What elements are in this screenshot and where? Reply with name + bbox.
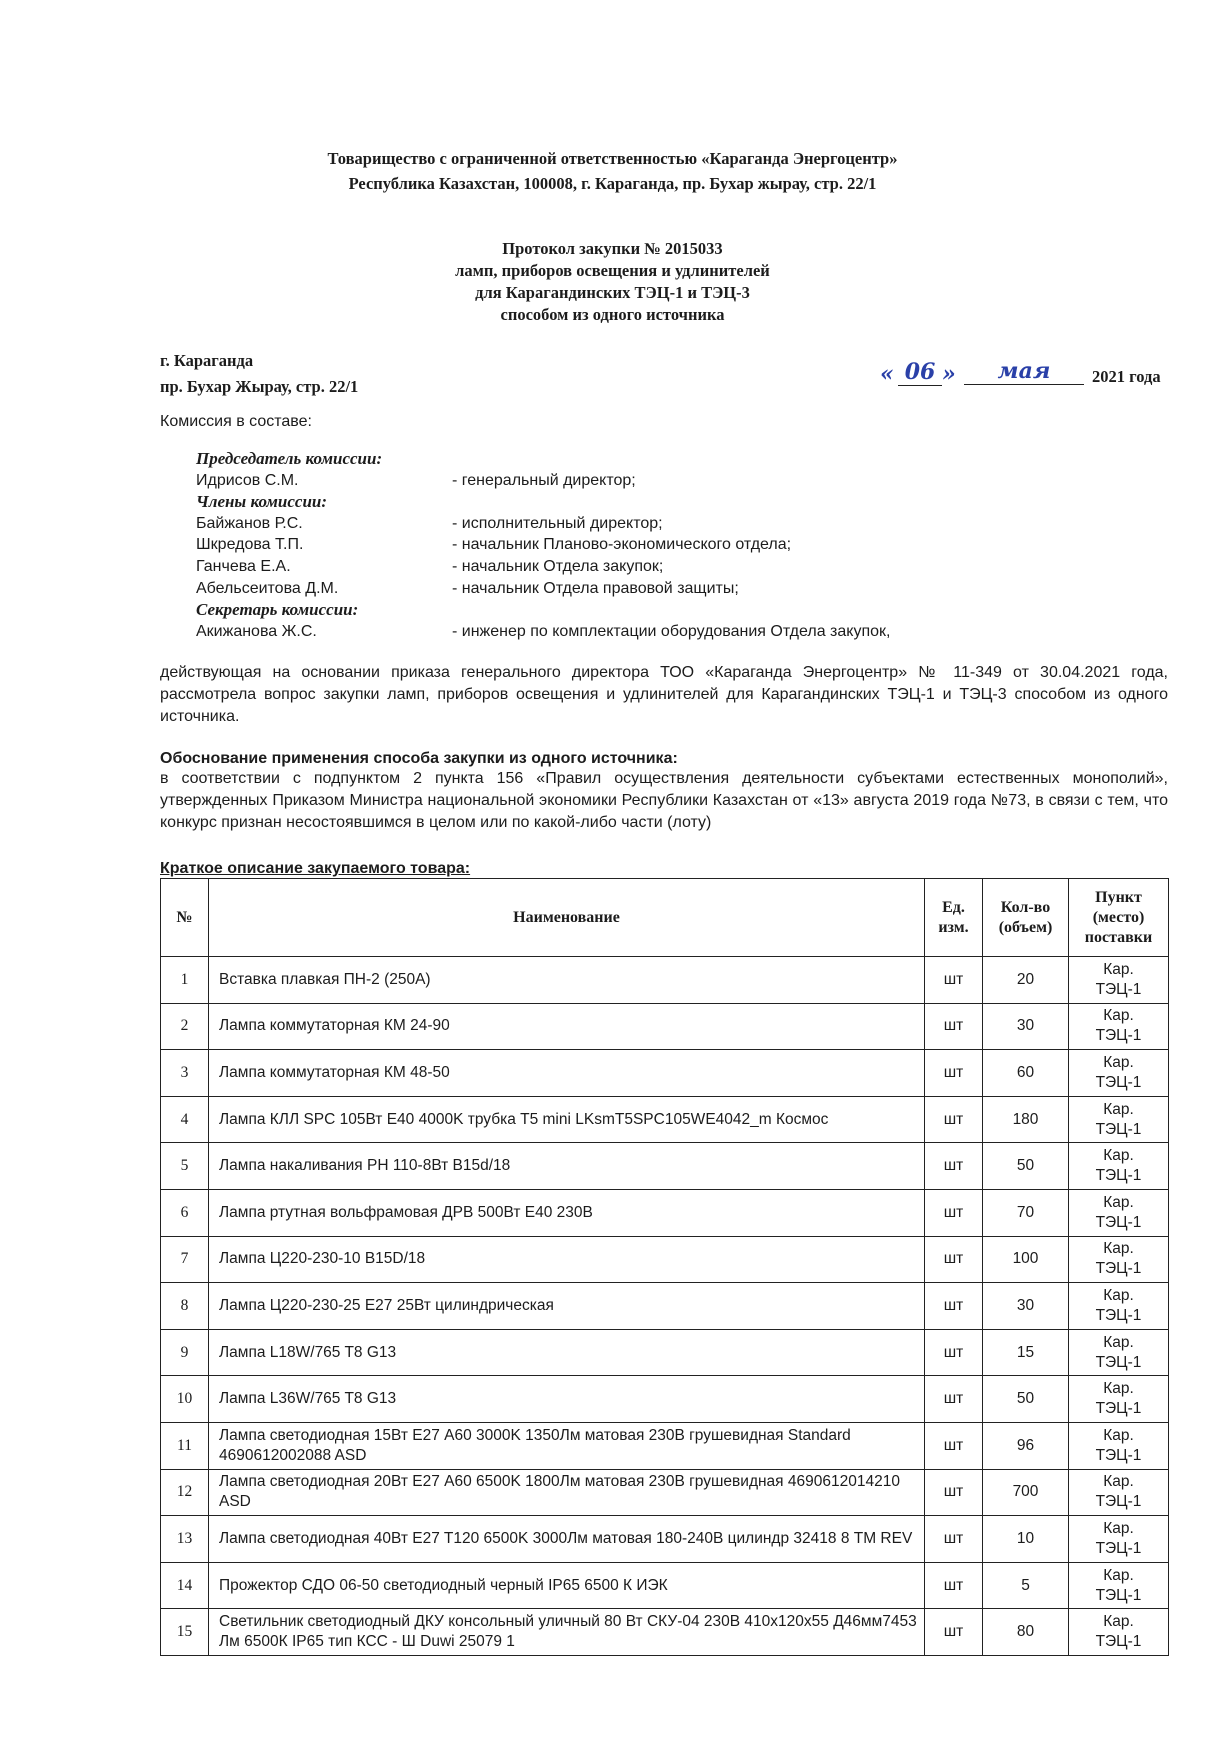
row-unit-cell: шт [925,1609,983,1656]
row-qty-cell: 70 [983,1189,1069,1236]
row-qty-cell: 80 [983,1609,1069,1656]
col-place-header-line: поставки [1084,928,1153,946]
row-unit-cell: шт [925,1469,983,1516]
row-place-cell [1069,1050,1169,1097]
row-qty-cell: 180 [983,1096,1069,1143]
table-row [161,1562,1169,1609]
member-role: - начальник Отдела правовой защиты; [452,579,739,597]
row-unit-cell: шт [925,1516,983,1563]
row-num-cell: 10 [161,1376,209,1423]
table-row [161,1516,1169,1563]
protocol-number: Протокол закупки № 2015033 [502,239,723,258]
row-place-line: Кар. [1103,1053,1134,1071]
member-row [196,513,1096,535]
row-num-cell: 6 [161,1189,209,1236]
row-place-line: ТЭЦ-1 [1095,1353,1142,1371]
secretary-row [196,621,1096,643]
row-qty-cell: 30 [983,1283,1069,1330]
row-place-line: Кар. [1103,1240,1134,1258]
date-month: мая [964,358,1084,385]
row-place-line: Кар. [1103,1286,1134,1304]
chair-role: - генеральный директор; [452,471,636,489]
row-place-cell [1069,1096,1169,1143]
row-num-cell: 9 [161,1329,209,1376]
row-qty-cell: 10 [983,1516,1069,1563]
row-name-cell: Лампа ртутная вольфрамовая ДРВ 500Вт Е40 230В [209,1189,925,1236]
col-unit-header-line: изм. [938,918,969,936]
row-name-cell: Прожектор СДО 06-50 светодиодный черный IP65 6500 К ИЭК [209,1562,925,1609]
row-name-cell: Лампа коммутаторная КМ 24-90 [209,1003,925,1050]
row-place-line: ТЭЦ-1 [1095,1073,1142,1091]
col-num-header: № [161,879,209,957]
chair-label: Председатель комиссии: [196,449,383,468]
date-open-quote: « [880,361,894,387]
chair-name: Идрисов С.М. [196,471,299,489]
row-place-line: ТЭЦ-1 [1095,1120,1142,1138]
goods-heading: Краткое описание закупаемого товара: [160,860,471,877]
justification-text: в соответствии с подпунктом 2 пункта 156 «Правил осуществления деятельности субъектами естественных монополий», утвержденных Приказом Министра национальной экономики Республики Казахстан от «13» августа 2019 года №73, в связи с тем, что конкурс признан несостоявшимся в целом или по какой-либо части (лоту) [160,770,1168,831]
row-place-cell [1069,1516,1169,1563]
row-num-cell: 12 [161,1469,209,1516]
row-name-cell: Лампа накаливания РН 110-8Вт B15d/18 [209,1143,925,1190]
row-unit-cell: шт [925,1236,983,1283]
member-row [196,556,1096,578]
table-row [161,957,1169,1004]
member-row [196,578,1096,600]
row-place-line: Кар. [1103,1426,1134,1444]
member-name: Байжанов Р.С. [196,514,303,532]
justification-section [160,750,1168,834]
members-label: Члены комиссии: [196,492,328,512]
basis-paragraph: действующая на основании приказа генерального директора ТОО «Караганда Энергоцентр» № 11-349 от 30.04.2021 года, рассмотрела вопрос закупки ламп, приборов освещения и удлинителей для Карагандинских ТЭЦ-1 и ТЭЦ-3 способом из одного источника. [160,664,1168,725]
row-place-line: Кар. [1103,1380,1134,1398]
member-row [196,534,1096,556]
col-qty-header [983,879,1069,957]
row-qty-cell: 15 [983,1329,1069,1376]
row-unit-cell: шт [925,1189,983,1236]
row-unit-cell: шт [925,1143,983,1190]
row-name-cell: Лампа КЛЛ SPC 105Вт E40 4000K трубка T5 mini LKsmT5SPC105WE4042_m Космос [209,1096,925,1143]
goods-table [160,878,1169,1656]
row-num-cell: 3 [161,1050,209,1097]
protocol-title [0,238,1225,326]
row-place-line: Кар. [1103,1193,1134,1211]
row-place-line: Кар. [1103,1007,1134,1025]
secretary-name: Акижанова Ж.С. [196,622,317,640]
row-place-line: ТЭЦ-1 [1095,1586,1142,1604]
member-name: Абельсеитова Д.М. [196,579,339,597]
row-place-line: ТЭЦ-1 [1095,980,1142,998]
member-name: Шкредова Т.П. [196,536,304,554]
row-qty-cell: 700 [983,1469,1069,1516]
row-name-cell: Лампа светодиодная 20Вт E27 А60 6500K 1800Лм матовая 230В грушевидная 4690612014210 ASD [209,1469,925,1516]
table-row [161,1376,1169,1423]
row-place-line: ТЭЦ-1 [1095,1306,1142,1324]
row-qty-cell: 5 [983,1562,1069,1609]
row-place-cell [1069,1609,1169,1656]
row-place-line: ТЭЦ-1 [1095,1167,1142,1185]
row-place-cell [1069,1562,1169,1609]
date-close-quote: » [942,361,956,387]
row-unit-cell: шт [925,1376,983,1423]
row-place-line: Кар. [1103,1333,1134,1351]
member-role: - исполнительный директор; [452,514,663,532]
row-unit-cell: шт [925,1329,983,1376]
place-address: пр. Бухар Жырау, стр. 22/1 [160,377,359,396]
row-unit-cell: шт [925,957,983,1004]
row-name-cell: Лампа L36W/765 T8 G13 [209,1376,925,1423]
row-qty-cell: 30 [983,1003,1069,1050]
org-header [0,146,1225,196]
row-place-line: Кар. [1103,960,1134,978]
row-place-cell [1069,1189,1169,1236]
row-unit-cell: шт [925,1096,983,1143]
row-unit-cell: шт [925,1003,983,1050]
row-place-line: Кар. [1103,1566,1134,1584]
row-name-cell: Лампа коммутаторная КМ 48-50 [209,1050,925,1097]
row-place-line: Кар. [1103,1473,1134,1491]
org-address: Республика Казахстан, 100008, г. Караганда, пр. Бухар жырау, стр. 22/1 [348,174,877,193]
row-place-line: Кар. [1103,1100,1134,1118]
justification-heading: Обоснование применения способа закупки из одного источника: [160,750,678,767]
table-row [161,1143,1169,1190]
row-qty-cell: 50 [983,1143,1069,1190]
protocol-method: способом из одного источника [500,305,725,324]
row-qty-cell: 20 [983,957,1069,1004]
col-place-header-line: Пункт [1095,888,1142,906]
place-block [160,348,358,400]
goods-table-body [161,957,1169,1656]
row-place-cell [1069,1422,1169,1469]
row-place-line: ТЭЦ-1 [1095,1539,1142,1557]
row-name-cell: Лампа Ц220-230-10 B15D/18 [209,1236,925,1283]
row-num-cell: 5 [161,1143,209,1190]
row-place-cell [1069,1283,1169,1330]
row-place-line: Кар. [1103,1519,1134,1537]
row-place-line: ТЭЦ-1 [1095,1260,1142,1278]
row-name-cell: Лампа L18W/765 T8 G13 [209,1329,925,1376]
row-place-line: ТЭЦ-1 [1095,1027,1142,1045]
table-row [161,1609,1169,1656]
row-unit-cell: шт [925,1050,983,1097]
secretary-role: - инженер по комплектации оборудования Отдела закупок, [452,622,891,640]
col-unit-header [925,879,983,957]
row-place-line: Кар. [1103,1147,1134,1165]
protocol-recipient: для Карагандинских ТЭЦ-1 и ТЭЦ-3 [475,283,750,302]
row-place-line: ТЭЦ-1 [1095,1493,1142,1511]
table-row [161,1003,1169,1050]
row-num-cell: 13 [161,1516,209,1563]
table-header-row [161,879,1169,957]
row-num-cell: 4 [161,1096,209,1143]
table-row [161,1096,1169,1143]
table-row [161,1422,1169,1469]
col-unit-header-line: Ед. [942,898,965,916]
col-place-header [1069,879,1169,957]
row-num-cell: 7 [161,1236,209,1283]
row-qty-cell: 50 [983,1376,1069,1423]
row-num-cell: 11 [161,1422,209,1469]
row-qty-cell: 60 [983,1050,1069,1097]
row-num-cell: 14 [161,1562,209,1609]
table-row [161,1189,1169,1236]
row-num-cell: 8 [161,1283,209,1330]
row-place-cell [1069,1376,1169,1423]
date-year: 2021 года [1092,367,1161,386]
row-qty-cell: 96 [983,1422,1069,1469]
secretary-label: Секретарь комиссии: [196,600,359,620]
row-name-cell: Светильник светодиодный ДКУ консольный уличный 80 Вт СКУ-04 230В 410х120х55 Д46мм7453 Лм 6500К IP65 тип КСС - Ш Duwi 25079 1 [209,1609,925,1656]
table-row [161,1236,1169,1283]
protocol-subject: ламп, приборов освещения и удлинителей [455,261,770,280]
commission-list [196,448,1096,642]
table-row [161,1469,1169,1516]
row-place-line: Кар. [1103,1613,1134,1631]
row-num-cell: 15 [161,1609,209,1656]
place-city: г. Караганда [160,351,254,370]
row-unit-cell: шт [925,1422,983,1469]
commission-intro: Комиссия в составе: [160,413,312,430]
row-unit-cell: шт [925,1562,983,1609]
row-place-cell [1069,1003,1169,1050]
row-unit-cell: шт [925,1283,983,1330]
row-num-cell: 2 [161,1003,209,1050]
member-role: - начальник Отдела закупок; [452,557,664,575]
row-name-cell: Лампа светодиодная 15Вт E27 А60 3000K 1350Лм матовая 230В грушевидная Standard 4690612002088 ASD [209,1422,925,1469]
col-qty-header-line: (объем) [998,918,1053,936]
table-row [161,1050,1169,1097]
row-place-line: ТЭЦ-1 [1095,1213,1142,1231]
chair-row [196,470,1096,492]
row-place-cell [1069,1236,1169,1283]
org-name: Товарищество с ограниченной ответственностью «Караганда Энергоцентр» [327,149,898,168]
row-name-cell: Вставка плавкая ПН-2 (250А) [209,957,925,1004]
member-name: Ганчева Е.А. [196,557,291,575]
protocol-date [880,358,1161,399]
col-name-header: Наименование [209,879,925,957]
row-name-cell: Лампа Ц220-230-25 E27 25Вт цилиндрическая [209,1283,925,1330]
row-place-line: ТЭЦ-1 [1095,1446,1142,1464]
member-role: - начальник Планово-экономического отдела; [452,536,792,554]
row-place-line: ТЭЦ-1 [1095,1400,1142,1418]
row-num-cell: 1 [161,957,209,1004]
row-place-cell [1069,1469,1169,1516]
row-name-cell: Лампа светодиодная 40Вт E27 T120 6500K 3000Лм матовая 180-240В цилиндр 32418 8 TM REV [209,1516,925,1563]
table-row [161,1329,1169,1376]
row-qty-cell: 100 [983,1236,1069,1283]
row-place-line: ТЭЦ-1 [1095,1633,1142,1651]
row-place-cell [1069,957,1169,1004]
row-place-cell [1069,1329,1169,1376]
row-place-cell [1069,1143,1169,1190]
col-place-header-line: (место) [1092,908,1145,926]
col-qty-header-line: Кол-во [1000,898,1051,916]
date-day: 06 [898,359,942,386]
table-row [161,1283,1169,1330]
